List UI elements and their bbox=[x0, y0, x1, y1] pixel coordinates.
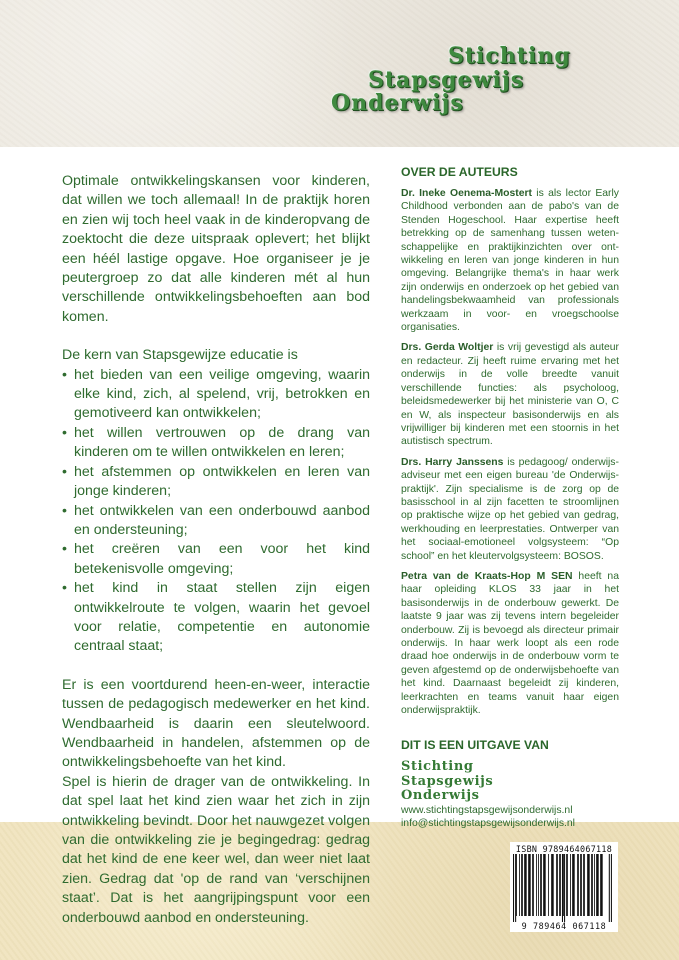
barcode-bar bbox=[596, 854, 599, 916]
barcode-bar bbox=[532, 854, 534, 916]
header-logo bbox=[0, 0, 679, 147]
authors-heading: OVER DE AUTEURS bbox=[401, 165, 518, 179]
author-bio bbox=[401, 570, 619, 717]
barcode-bars-icon bbox=[513, 854, 615, 922]
publisher-heading: DIT IS EEN UITGAVE VAN bbox=[401, 738, 549, 753]
bullet-text: het creëren van een voor het kind betekenisvolle omgeving; bbox=[74, 541, 370, 577]
barcode-guard-bar bbox=[564, 854, 565, 922]
main-text-column bbox=[62, 172, 370, 928]
intro-paragraph: Optimale ontwikkelingskansen voor kinderen, dat willen we toch allemaal! In de praktijk horen en zien wij toch heel vaak in de kinderopvang de zoektocht die deze uitspraak oplevert; het blijkt een héél lastige opgave. Hoe organiseer je je peutergroep zo dat alle kinderen mét al hun verschillende ontwikkelingsbehoeften aan bod komen. bbox=[62, 173, 370, 325]
barcode-bar bbox=[528, 854, 531, 916]
barcode-guard-bar bbox=[611, 854, 612, 922]
author-bio bbox=[401, 456, 619, 563]
kern-heading: De kern van Stapsgewijze educatie is bbox=[62, 347, 298, 364]
author-bio-text: is als lector Early Childhood verbonden aan de pabo's van de Stenden Hogeschool. Haar expertise heeft betrekking op de samenhang tussen wetenschappelijke en praktijkinzichten over ontwikkeling en leren van jonge kinderen in hun omgeving. Belangrijke thema's in haar werk zijn onderwijs en onderzoek op het gebied van handelingsbekwaamheid van professionals werkzaam in voor- en vroegschoolse organisaties. bbox=[401, 188, 619, 334]
barcode-bar bbox=[538, 854, 539, 916]
barcode-bar bbox=[587, 854, 590, 916]
bullet-item bbox=[62, 463, 370, 502]
barcode-bar bbox=[551, 854, 554, 916]
barcode-bar bbox=[580, 854, 582, 916]
barcode-guard-bar bbox=[513, 854, 514, 922]
bullet-text: het bieden van een veilige omgeving, waarin elke kind, zich, al spelend, vrij, betrokken en gemotiveerd kan ontwikkelen; bbox=[74, 366, 370, 422]
bullet-icon: • bbox=[62, 580, 67, 597]
barcode-bar bbox=[572, 854, 575, 916]
barcode-bar bbox=[594, 854, 595, 916]
author-bio-text: is pedagoog/ onderwijsadviseur met een eigen bureau 'de Onderwijspraktijk'. Zijn specialisme is de zorg op de basisschool in al zijn facetten te stroomlijnen op praktische wijze op het gebied van gedrag, werkhouding en leerprestaties. Ontwerper van het sociaal-emotioneel volgsysteem: “Op school” en het kleutervolgsysteem: BOSOS. bbox=[401, 456, 619, 562]
author-bio-text: is vrij gevestigd als auteur en redacteur. Zij heeft ruime ervaring met het onderwijs in de volle breedte vanuit verschillende functies: als psycholoog, beleidsmedewerker bij het ministerie van O, C en W, als inspecteur basisonderwijs en als vrijwilliger bij kinderen met een stoornis in het autistisch spectrum. bbox=[401, 342, 620, 448]
publisher-website-link[interactable]: www.stichtingstapsgewijsonderwijs.nl bbox=[401, 804, 573, 816]
barcode-guard-bar bbox=[515, 854, 516, 922]
barcode-bar bbox=[516, 854, 517, 916]
barcode-digits: 9 789464 067118 bbox=[521, 921, 607, 931]
author-bio bbox=[401, 341, 619, 448]
bullet-icon: • bbox=[62, 366, 67, 383]
barcode-bar bbox=[536, 854, 537, 916]
barcode-bar bbox=[519, 854, 520, 916]
bullet-item bbox=[62, 366, 370, 424]
authors-column bbox=[401, 165, 619, 831]
isbn-barcode bbox=[510, 842, 618, 932]
kern-bullet-list bbox=[62, 366, 370, 657]
logo-line-stapsgewijs: Stapsgewijs bbox=[368, 67, 525, 93]
author-name: Drs. Gerda Woltjer bbox=[401, 342, 494, 354]
barcode-bar bbox=[583, 854, 585, 916]
publisher-logo-line: Stichting bbox=[401, 759, 474, 775]
barcode-bar bbox=[556, 854, 558, 916]
barcode-guard-bar bbox=[609, 854, 610, 922]
bullet-item bbox=[62, 502, 370, 541]
author-name: Dr. Ineke Oenema-Mostert bbox=[401, 188, 532, 199]
barcode-bar bbox=[570, 854, 571, 916]
publisher-email-link[interactable]: info@stichtingstapsgewijsonderwijs.nl bbox=[401, 818, 575, 830]
barcode-bar bbox=[521, 854, 523, 916]
publisher-logo-line: Onderwijs bbox=[401, 788, 480, 804]
paragraph-spacer bbox=[62, 657, 370, 676]
bullet-item bbox=[62, 579, 370, 657]
author-bio bbox=[401, 187, 619, 334]
barcode-bar bbox=[563, 854, 564, 916]
isbn-label: ISBN 9789464067118 bbox=[515, 844, 613, 854]
author-name: Drs. Harry Janssens bbox=[401, 456, 504, 468]
bullet-icon: • bbox=[62, 502, 67, 519]
author-name: Petra van de Kraats-Hop M SEN bbox=[401, 570, 573, 582]
barcode-guard-bar bbox=[562, 854, 563, 922]
barcode-bar bbox=[600, 854, 603, 916]
bullet-text: het kind in staat stellen zijn eigen ontwikkelroute te volgen, waarin het gevoel voor relatie, competentie en autonomie centraal staat; bbox=[74, 580, 370, 655]
barcode-bar bbox=[543, 854, 546, 916]
logo-line-onderwijs: Onderwijs bbox=[331, 90, 464, 116]
barcode-bar bbox=[540, 854, 542, 916]
bullet-item bbox=[62, 540, 370, 579]
barcode-bar bbox=[524, 854, 527, 916]
barcode-bar bbox=[566, 854, 568, 916]
interaction-paragraph: Er is een voortdurend heen-en-weer, interactie tussen de pedagogisch medewerker en het kind. Wendbaarheid is daarin een sleutelwoord. Wendbaarheid in handelen, afstemmen op de ontwikkelingsbehoefte van het kind. bbox=[62, 676, 370, 771]
barcode-bar bbox=[577, 854, 579, 916]
bullet-item bbox=[62, 424, 370, 463]
play-paragraph: Spel is hierin de drager van de ontwikkeling. In dat spel laat het kind zien waar het zich in zijn ontwikkeling bevindt. Door het nauwgezet volgen van die ontwikkeling zie je begingedrag: gedrag dat het kind de ene keer wel, dan weer niet laat zien. Gedrag dat 'op de rand van ‘verschijnen staat’. Dat is het aangrijpingspunt voor een onderbouwd aanbod en ondersteuning. bbox=[62, 773, 370, 926]
bullet-icon: • bbox=[62, 541, 67, 558]
logo-line-stichting: Stichting bbox=[448, 43, 571, 69]
bullet-text: het willen vertrouwen op de drang van kinderen om te willen ontwikkelen en leren; bbox=[74, 424, 370, 461]
bullet-text: het afstemmen op ontwikkelen en leren van jonge kinderen; bbox=[74, 463, 370, 500]
paragraph-spacer bbox=[62, 327, 370, 346]
barcode-bar bbox=[591, 854, 593, 916]
bullet-icon: • bbox=[62, 463, 67, 480]
publisher-logo bbox=[401, 760, 619, 804]
barcode-bar bbox=[548, 854, 549, 916]
bullet-icon: • bbox=[62, 424, 67, 441]
author-bio-text: heeft na haar opleiding KLOS 33 jaar in het basisonderwijs in de onderbouw gewerkt. De laatste 9 jaar was zij tevens intern begeleider onderbouw. Zij is bevoegd als directeur primair onderwijs. In haar werk loopt als een rode draad hoe onderwijs in de onderbouw vorm te geven afgestemd op de onderwijsbehoefte van het kind. Daarnaast begeleidt zij kinderen, leerkrachten en teams vanuit haar eigen onderwijspraktijk. bbox=[401, 570, 619, 717]
bullet-text: het ontwikkelen van een onderbouwd aanbod en ondersteuning; bbox=[74, 502, 370, 538]
publisher-logo-line: Stapsgewijs bbox=[401, 773, 494, 789]
barcode-bar bbox=[559, 854, 561, 916]
